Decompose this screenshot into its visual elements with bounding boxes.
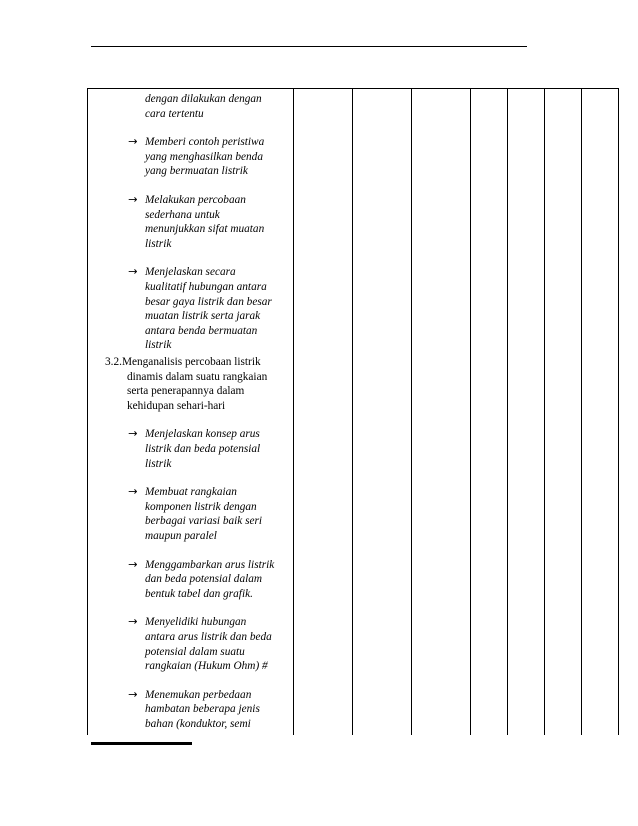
- indicator-line: Menggambarkan arus listrik: [145, 558, 275, 571]
- arrow-right-icon: →: [128, 687, 138, 701]
- arrow-right-icon: →: [128, 485, 138, 499]
- indicator-line: Memberi contoh peristiwa: [145, 136, 265, 149]
- indicator-line: Menyelidiki hubungan: [145, 616, 247, 629]
- indicator-line: yang menghasilkan benda: [145, 150, 263, 163]
- empty-column: [294, 89, 353, 736]
- footnote-rule: [91, 742, 192, 745]
- indicator-line: antara arus listrik dan beda: [145, 631, 272, 643]
- indicator-line: potensial dalam suatu: [145, 645, 245, 658]
- empty-column: [412, 89, 471, 736]
- arrow-right-icon: →: [128, 265, 138, 279]
- indicator-line: listrik: [145, 339, 172, 352]
- competency-heading-line: dinamis dalam suatu rangkaian: [127, 370, 268, 383]
- competency-table: [87, 88, 619, 735]
- indicator-line: bentuk tabel dan grafik.: [145, 587, 253, 600]
- indicator-line: listrik: [145, 457, 172, 470]
- arrow-right-icon: →: [128, 135, 138, 149]
- indicator-line: muatan listrik serta jarak: [145, 310, 261, 323]
- indicator-line: bahan (konduktor, semi: [145, 718, 251, 730]
- arrow-right-icon: →: [128, 193, 138, 206]
- arrow-right-icon: →: [128, 557, 138, 571]
- competency-heading-line: 3.2.Menganalisis percobaan listrik: [105, 356, 261, 368]
- empty-column: [471, 89, 508, 736]
- empty-column: [353, 89, 412, 736]
- indicator-line: berbagai variasi baik seri: [145, 515, 263, 528]
- indicator-line: besar gaya listrik dan besar: [145, 295, 272, 308]
- indicator-line: menunjukkan sifat muatan: [145, 223, 265, 236]
- indicator-line: listrik dan beda potensial: [145, 443, 261, 455]
- empty-column: [508, 89, 545, 736]
- indicator-line: yang bermuatan listrik: [145, 165, 248, 178]
- arrow-right-icon: →: [128, 615, 138, 629]
- indicator-line: Melakukan percobaan: [145, 194, 246, 206]
- indicator-line: Membuat rangkaian: [145, 486, 237, 499]
- indicator-line: dan beda potensial dalam: [145, 573, 263, 586]
- indicator-line: cara tertentu: [145, 107, 204, 120]
- indicator-line: antara benda bermuatan: [145, 324, 258, 337]
- indicator-line: hambatan beberapa jenis: [145, 703, 260, 716]
- header-rule: [91, 46, 527, 47]
- competency-heading-line: kehidupan sehari-hari: [127, 399, 226, 412]
- competency-heading-line: serta penerapannya dalam: [127, 385, 245, 398]
- indicator-line: dengan dilakukan dengan: [145, 93, 262, 105]
- competency-cell: [88, 89, 294, 736]
- indicator-line: Menemukan perbedaan: [145, 688, 252, 701]
- indicator-line: rangkaian (Hukum Ohm) #: [145, 660, 268, 673]
- indicator-line: Menjelaskan secara: [145, 266, 236, 279]
- indicator-line: sederhana untuk: [145, 208, 220, 221]
- indicator-line: maupun paralel: [145, 530, 217, 542]
- indicator-line: Menjelaskan konsep arus: [145, 428, 260, 441]
- indicator-line: kualitatif hubungan antara: [145, 281, 267, 293]
- competency-text: [88, 89, 293, 735]
- indicator-line: komponen listrik dengan: [145, 500, 257, 513]
- empty-column: [582, 89, 619, 736]
- empty-column: [545, 89, 582, 736]
- arrow-right-icon: →: [128, 427, 138, 441]
- indicator-line: listrik: [145, 237, 172, 250]
